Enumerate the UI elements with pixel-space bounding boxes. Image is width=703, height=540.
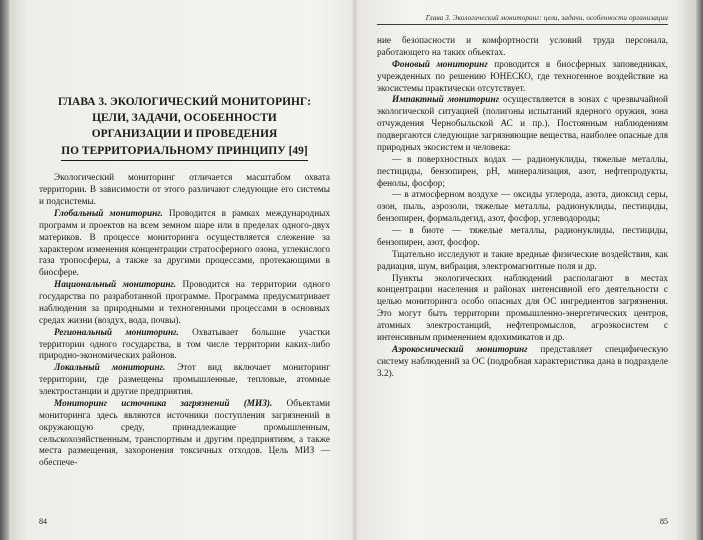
list-item-text: — в биоте — тяжелые металлы, радионуклиды, пестициды, бензопирен, азот, фосфор. [377, 226, 668, 248]
page-left [9, 0, 352, 540]
paragraph-text: Пункты экологических наблюдений располагают в местах концентрации населения и районах интенсивной его деятельности с целью мониторинга особо опасных для ОС ингредиентов загрязнения. Это могут быть территории промышленно-энергетических центров, атомных электростанций, нефтепромыслов, агроэкосистем с интенсивным применением ядохимикатов и др. [377, 273, 668, 343]
paragraph [377, 250, 668, 274]
list-item-text: — в атмосферном воздухе — оксиды углерода, азота, диоксид серы, озон, пыль, аэрозоли, тяжелые металлы, радионуклиды, пестициды, бензопирен, формальдегид, азот, фосфор, углеводороды; [377, 190, 668, 225]
list-item [377, 226, 668, 250]
chapter-title-line-4: ПО ТЕРРИТОРИАЛЬНОМУ ПРИНЦИПУ [49] [61, 143, 308, 162]
paragraph [377, 95, 668, 154]
paragraph-lead: Национальный мониторинг. [54, 280, 177, 291]
paragraph-text: Проводится на территории одного государства по разработанной программе. Программа предусматривает наблюдения за природными и техногенными процессами в основных средах жизни (воздух, вода, почвы). [39, 280, 330, 326]
page-right [355, 0, 696, 540]
paragraph-text: Этот вид включает мониторинг территории, где размещены промышленные, тепловые, атомные электростанции и другие предприятия. [39, 363, 330, 397]
paragraph [39, 173, 330, 209]
paragraph-lead: Импактный мониторинг [392, 95, 499, 106]
paragraph-text: Тщательно исследуют и такие вредные физические воздействия, как радиация, шум, вибрация, электромагнитные поля и др. [377, 249, 668, 272]
paragraph [377, 274, 668, 345]
list-item [377, 155, 668, 191]
paragraph [39, 363, 330, 399]
paragraph-text: ние безопасности и комфортности условий труда персонала, работающего на таких объектах. [377, 36, 668, 58]
paragraph [39, 399, 330, 470]
list-item [377, 190, 668, 226]
paragraph [39, 280, 330, 328]
chapter-title [43, 94, 326, 161]
paragraph [377, 60, 668, 96]
paragraph-text: Экологический мониторинг отличается масштабом охвата территории. В зависимости от этого различают следующие его системы и подсистемы. [39, 173, 330, 207]
paragraph [39, 209, 330, 280]
chapter-title-line-2: ЦЕЛИ, ЗАДАЧИ, ОСОБЕННОСТИ [92, 112, 277, 125]
page-number-right: 85 [660, 517, 668, 526]
paragraph-lead: Глобальный мониторинг. [54, 208, 163, 219]
paragraph-text: осуществляется в зонах с чрезвычайной экологической ситуацией (полигоны испытаний ядерного оружия, зона отчуждения Чернобыльской АС и пр.). Постоянным наблюдениям подвергаются следующие загрязняющие вещества, наиболее опасные для природных экосистем и человека: [377, 95, 669, 153]
list-item-text: — в поверхностных водах — радионуклиды, тяжелые металлы, пестициды, бензопирен, рН, минерализация, азот, нефтепродукты, фенолы, фосфор; [377, 154, 668, 189]
paragraph [39, 328, 330, 364]
paragraph-text: Проводится в рамках международных программ и проектов на всем земном шаре или в пределах одного-двух материков. В процессе мониторинга осуществляется слежение за характером изменения концентрации стратосферного озона, углекислого газа тропосферы, а также за другими процессами, протекающими в биосфере. [39, 208, 330, 279]
paragraph-text: Объектами мониторинга здесь являются источники поступления загрязнений в окружающую среду, принадлежащие промышленным, сельскохозяйственным, транспортным и другим предприятиям, а также места размещения, захоронения токсичных отходов. Цель МИЗ — обеспече- [39, 398, 331, 469]
paragraph-lead: Локальный мониторинг. [54, 363, 166, 374]
paragraph-lead: Аэрокосмический мониторинг [392, 344, 528, 355]
chapter-title-line-3: ОРГАНИЗАЦИИ И ПРОВЕДЕНИЯ [91, 128, 278, 141]
chapter-title-line-1: ГЛАВА 3. ЭКОЛОГИЧЕСКИЙ МОНИТОРИНГ: [57, 96, 312, 108]
paragraph-lead: Региональный мониторинг. [54, 327, 179, 338]
paragraph-lead: Мониторинг источника загрязнений (МИЗ). [54, 398, 273, 409]
paragraph-text: представляет специфическую систему наблюдений за ОС (подробная характеристика дана в подразделе 3.2). [377, 344, 668, 379]
paragraph-text: Охватывает большие участки территории одного государства, в том числе территории каких-либо природно-экономических районов. [39, 327, 330, 362]
paragraph [377, 345, 668, 381]
paragraph-lead: Фоновый мониторинг [392, 59, 488, 70]
page-number-left: 84 [39, 517, 47, 526]
paragraph [377, 36, 668, 60]
running-head: Глава 3. Экологический мониторинг: цели, задачи, особенности организации [377, 14, 668, 25]
paragraph-text: проводится в биосферных заповедниках, учрежденных по решению ЮНЕСКО, где техногенное воздействие на экосистемы практически отсутствует. [377, 59, 668, 94]
